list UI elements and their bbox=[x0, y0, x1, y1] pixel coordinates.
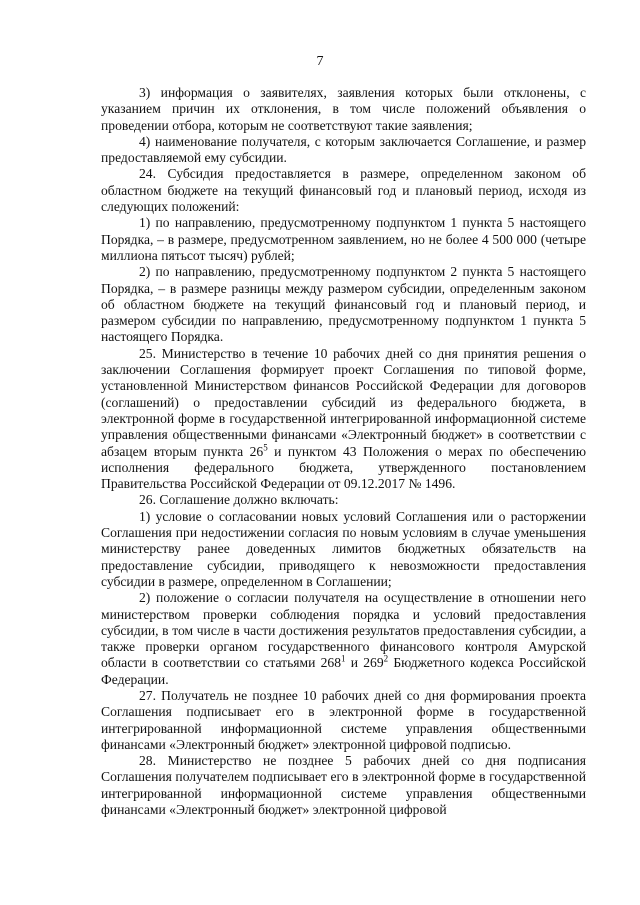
paragraph-26-item-1: 1) условие о согласовании новых условий Соглашения или о расторжении Соглашения при недостижении согласия по новым условиям в случае уменьшения министерству ранее доведенных лимитов бюджетных обязательств на предоставление субсидии, приводящего к невозможности предоставления субсидии в размере, определенном в Соглашении; bbox=[101, 508, 586, 589]
paragraph-24-item-1: 1) по направлению, предусмотренному подпунктом 1 пункта 5 настоящего Порядка, – в размере, предусмотренном заявлением, но не более 4 500 000 (четыре миллиона пятьсот тысяч) рублей; bbox=[101, 215, 586, 263]
paragraph-26-item-2-text-b: и 269 bbox=[345, 655, 384, 671]
paragraph-25-text-a: 25. Министерство в течение 10 рабочих дней со дня принятия решения о заключении Соглашения формирует проект Соглашения по типовой форме, установленной Министерством финансов Российской Федерации для договоров (соглашений) о предоставлении субсидий из федерального бюджета, в электронной форме в государственной интегрированной информационной системе управления общественными финансами «Электронный бюджет» в соответствии с абзацем вторым пункта 26 bbox=[101, 345, 586, 459]
paragraph-recipient-name: 4) наименование получателя, с которым заключается Соглашение, и размер предоставляемой ему субсидии. bbox=[101, 133, 586, 166]
paragraph-26-agreement-contents: 26. Соглашение должно включать: bbox=[139, 492, 339, 508]
paragraph-24-item-2: 2) по направлению, предусмотренному подпунктом 2 пункта 5 настоящего Порядка, – в размере разницы между размером субсидии, определенным законом об областном бюджете на текущий финансовый год и плановый период, и размером субсидии по направлению, предусмотренному подпунктом 1 пункта 5 настоящего Порядка. bbox=[101, 264, 586, 345]
paragraph-25-agreement-draft bbox=[101, 346, 586, 493]
superscript-1: 1 bbox=[341, 653, 346, 664]
document-body bbox=[101, 85, 586, 818]
paragraph-26-item-2-text-a: 2) положение о согласии получателя на осуществление в отношении него министерством проверки соблюдения порядка и условий предоставления субсидии, в том числе в части достижения результатов предоставления субсидии, а также проверки органом государственного финансового контроля Амурской области в соответствии со статьями 268 bbox=[101, 590, 586, 671]
paragraph-26-item-2 bbox=[101, 590, 586, 688]
paragraph-26-item-2-text-c: Бюджетного кодекса Российской Федерации. bbox=[101, 655, 586, 687]
superscript-2: 2 bbox=[383, 653, 389, 664]
paragraph-info-rejected-applicants: 3) информация о заявителях, заявления которых были отклонены, с указанием причин их отклонения, в том числе положений объявления о проведении отбора, которым не соответствуют такие заявления; bbox=[101, 85, 586, 133]
superscript-5: 5 bbox=[263, 442, 268, 452]
paragraph-24-subsidy-amount: 24. Субсидия предоставляется в размере, определенном законом об областном бюджете на текущий финансовый год и плановый период, исходя из следующих положений: bbox=[101, 166, 586, 215]
page-number: 7 bbox=[316, 54, 324, 69]
paragraph-28-ministry-signs: 28. Министерство не позднее 5 рабочих дней со дня подписания Соглашения получателем подписывает его в электронной форме в государственной интегрированной информационной системе управления общественными финансами «Электронный бюджет» электронной цифровой bbox=[101, 753, 586, 818]
paragraph-27-recipient-signs: 27. Получатель не позднее 10 рабочих дней со дня формирования проекта Соглашения подписывает его в электронной форме в государственной интегрированной информационной системе управления общественными финансами «Электронный бюджет» электронной цифровой подписью. bbox=[101, 687, 586, 752]
paragraph-25-text-b: и пунктом 43 Положения о мерах по обеспечению исполнения федерального бюджета, утвержденного постановлением Правительства Российской Федерации от 09.12.2017 № 1496. bbox=[101, 443, 586, 492]
